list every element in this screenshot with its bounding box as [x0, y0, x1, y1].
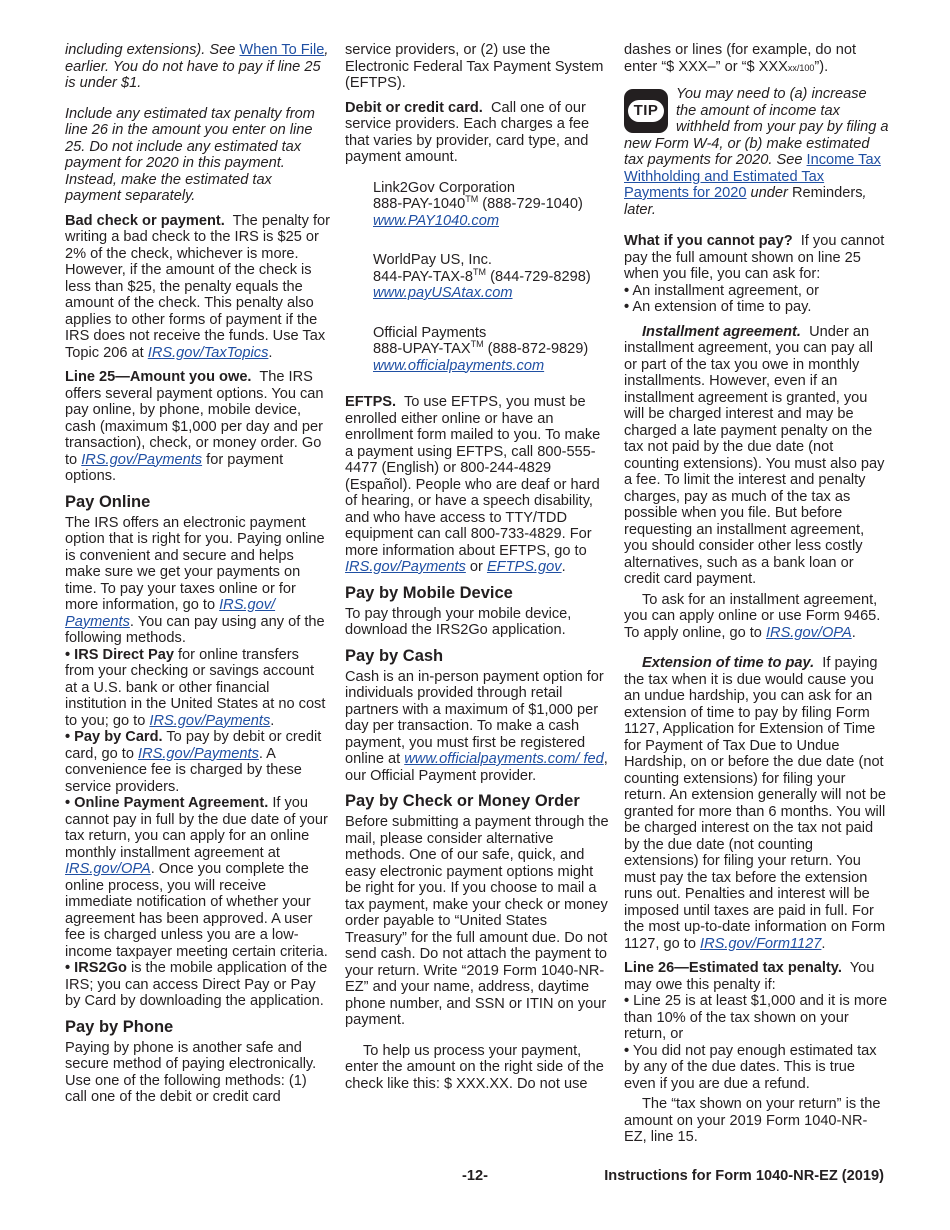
pay-by-cash-heading: Pay by Cash [345, 646, 444, 665]
when-to-file-para: including extensions). See When To File, earlier. You do not have to pay if line 25 is under $1. [65, 42, 329, 91]
officialpayments-fed-link[interactable]: www.officialpayments.com/ fed [404, 751, 604, 767]
payusatax-link[interactable]: www.payUSAtax.com [373, 285, 513, 301]
pay-by-cash-para: Cash is an in-person payment option for individuals provided through retail partners with a maximum of $1,000 per day per transaction. To make a cash payment, you must first be registered online at www.officialpayments.com/ fed, our Official Payment provider. [345, 668, 608, 784]
payments-link[interactable]: IRS.gov/Payments [81, 451, 203, 468]
provider-phone: 844-PAY-TAX-8™ (844-729-8298) [373, 266, 591, 285]
line25-para: Line 25—Amount you owe. The IRS offers several payment options. You can pay online, by phone, mobile device, cash (maximum $1,000 per day and per transaction), check, or money order. Go to IRS.gov/Payments for payment options. [65, 369, 324, 484]
opa-link-2[interactable]: IRS.gov/OPA [765, 624, 852, 641]
provider-worldpay: WorldPay US, Inc. 844-PAY-TAX-8™ (844-729-8298) www.payUSAtax.com [345, 252, 610, 302]
direct-pay-link[interactable]: IRS.gov/Payments [149, 712, 271, 729]
column-3 [624, 42, 889, 1154]
tax-topics-link[interactable]: IRS.gov/TaxTopics [147, 344, 269, 361]
column-2 [345, 42, 610, 1100]
tip-box [624, 86, 889, 218]
bullet-irs2go: • IRS2Go is the mobile application of the IRS; you can access Direct Pay or Pay by Card by downloading the application. [65, 960, 328, 1009]
pay-by-check-para: Before submitting a payment through the mail, please consider alternative methods. One of our safe, quick, and easy electronic payment options might be right for you. If you choose to mail a tax payment, make your check or money order payable to “United States Treasury” for the full amount due. Do not send cash. Do not attach the payment to your return. Write “2019 Form 1040-NR-EZ” and your name, address, daytime phone number, and SSN or ITIN on your payment. [345, 814, 609, 1028]
pay-by-mobile-para: To pay through your mobile device, download the IRS2Go application. [345, 605, 572, 638]
withholding-link[interactable]: Income Tax Withholding and Estimated Tax Payments for 2020 [624, 152, 881, 201]
opa-link[interactable]: IRS.gov/OPA [65, 861, 151, 877]
page-number: -12- [462, 1168, 488, 1184]
form1127-link[interactable]: IRS.gov/Form1127 [700, 935, 822, 952]
cannot-pay-bullet-1: • An installment agreement, or [624, 282, 819, 299]
pay-by-card-link[interactable]: IRS.gov/Payments [138, 745, 259, 762]
installment-apply-para: To ask for an installment agreement, you can apply online or use Form 9465. To apply online, go to IRS.gov/OPA. [624, 591, 881, 641]
eftps-payments-link[interactable]: IRS.gov/Payments [345, 559, 466, 575]
when-to-file-link[interactable]: When To File [239, 42, 325, 58]
provider-official-payments: Official Payments 888-UPAY-TAX™ (888-872-9829) www.officialpayments.com [345, 325, 610, 375]
payments-link-2[interactable]: IRS.gov/ Payments [65, 597, 276, 630]
debit-card-para: Debit or credit card. Call one of our service providers. Each charges a fee that varies by provider, card type, and payment amount. [345, 99, 590, 165]
tip-icon: TIP [624, 89, 668, 133]
provider-phone: 888-UPAY-TAX™ (888-872-9829) [373, 339, 589, 357]
installment-para: Installment agreement. Under an installment agreement, you can pay all or part of the tax you owe in monthly installments. However, even if an installment agreement is granted, you will be charged interest and may be charged a late payment penalty on the tax not paid by the due date (not counting extensions). You must also pay a fee. To limit the interest and penalty charges, pay as much of the tax as possible when you file. But before requesting an installment agreement, you should consider other less costly alternatives, such as a bank loan or credit card payment. [624, 323, 885, 587]
provider-phone: 888-PAY-1040™ (888-729-1040) [373, 194, 583, 212]
tax-shown-para: The “tax shown on your return” is the amount on your 2019 Form 1040-NR-EZ, line 15. [624, 1096, 881, 1145]
bad-check-para: Bad check or payment. The penalty for writing a bad check to the IRS is $25 or 2% of the check, whichever is more. However, if the amount of the check is less than $25, the penalty equals the amount of the check. This penalty also applies to other forms of payment if the IRS does not receive the funds. Use Tax Topic 206 at IRS.gov/TaxTopics. [65, 212, 330, 361]
cannot-pay-bullet-2: • An extension of time to pay. [624, 299, 812, 315]
bullet-online-payment-agreement: • Online Payment Agreement. If you cannot pay in full by the due date of your tax return, you can apply for an online monthly installment agreement at IRS.gov/OPA. Once you complete the online process, you will receive immediate notification of whether your agreement has been approved. A user fee is charged unless you are a low-income taxpayer meeting certain criteria. [65, 795, 328, 960]
pay-by-phone-heading: Pay by Phone [65, 1017, 174, 1036]
column-1 [65, 42, 330, 1114]
pay-by-mobile-heading: Pay by Mobile Device [345, 583, 513, 602]
pay-online-heading: Pay Online [65, 492, 151, 511]
tip-text: You may need to (a) increase the amount of income tax withheld from your pay by filing a new Form W-4, or (b) make estimated tax payments for 2020. See Income Tax Withholding and Estimated Tax Payments for 2020 under Reminders, later. [624, 86, 889, 218]
bullet-direct-pay: • IRS Direct Pay for online transfers from your checking or savings account at a U.S. bank or other financial institution in the United States at no cost to you; go to IRS.gov/Payments. [65, 646, 326, 729]
eftps-para: EFTPS. To use EFTPS, you must be enrolled either online or have an enrollment form mailed to you. To make a payment using EFTPS, call 800-555-4477 (English) or 800-244-4829 (Español). People who are deaf or hard of hearing, or have a speech disability, and who have access to TTY/TDD equipment can call 800-733-4829. For more information about EFTPS, go to IRS.gov/Payments or EFTPS.gov. [345, 394, 601, 575]
line26-bullet-1: • Line 25 is at least $1,000 and it is more than 10% of the tax shown on your return, or [624, 993, 888, 1042]
pay1040-link[interactable]: www.PAY1040.com [373, 212, 499, 229]
extension-para: Extension of time to pay. If paying the tax when it is due would cause you an undue hardship, you can ask for an extension of time to pay by filing Form 1127, Application for Extension of Time for Payment of Tax Due to Undue Hardship, on or before the due date (not counting extensions) for filing your return. An extension generally will not be granted for more than 6 months. You will be charged interest on the tax not paid by the due date (not counting extensions) for filing your return. You must pay the tax before the extension runs out. Penalties and interest will be imposed until taxes are paid in full. For the most up-to-date information on Form 1127, go to IRS.gov/Form1127. [624, 655, 887, 952]
pay-by-phone-para: Paying by phone is another safe and secure method of paying electronically. Use one of the following methods: (1) call one of the debit or credit card [65, 1039, 317, 1105]
footer-title: Instructions for Form 1040-NR-EZ (2019) [604, 1168, 884, 1184]
help-process-para: To help us process your payment, enter the amount on the right side of the check like this: $ XXX.XX. Do not use [345, 1042, 604, 1092]
cannot-pay-para: What if you cannot pay? If you cannot pay the full amount shown on line 25 when you file, you can ask for: [624, 233, 885, 282]
pay-by-check-heading: Pay by Check or Money Order [345, 792, 580, 810]
eftps-intro: service providers, or (2) use the Electronic Federal Tax Payment System (EFTPS). [345, 42, 604, 91]
line26-para: Line 26—Estimated tax penalty. You may owe this penalty if: [624, 960, 875, 993]
pay-online-para: The IRS offers an electronic payment option that is right for you. Paying online is convenient and secure and helps make sure we get your payments on time. To pay your taxes online or for more information, go to IRS.gov/ Payments. You can pay using any of the following methods. [65, 514, 325, 646]
dashes-para: dashes or lines (for example, do not enter “$ XXX–” or “$ XXXxx/100”). [624, 42, 857, 75]
officialpayments-link[interactable]: www.officialpayments.com [373, 357, 545, 374]
bullet-pay-by-card: • Pay by Card. To pay by debit or credit card, go to IRS.gov/Payments. A convenience fee is charged by these service providers. [65, 729, 322, 795]
estimated-penalty-note: Include any estimated tax penalty from line 26 in the amount you enter on line 25. Do not include any estimated tax payment for 2020 in this payment. Instead, make the estimated tax payment separately. [65, 105, 315, 204]
provider-link2gov: Link2Gov Corporation 888-PAY-1040™ (888-729-1040) www.PAY1040.com [345, 180, 610, 230]
eftps-gov-link[interactable]: EFTPS.gov [486, 559, 562, 575]
line26-bullet-2: • You did not pay enough estimated tax by any of the due dates. This is true even if you are due a refund. [624, 1042, 877, 1092]
